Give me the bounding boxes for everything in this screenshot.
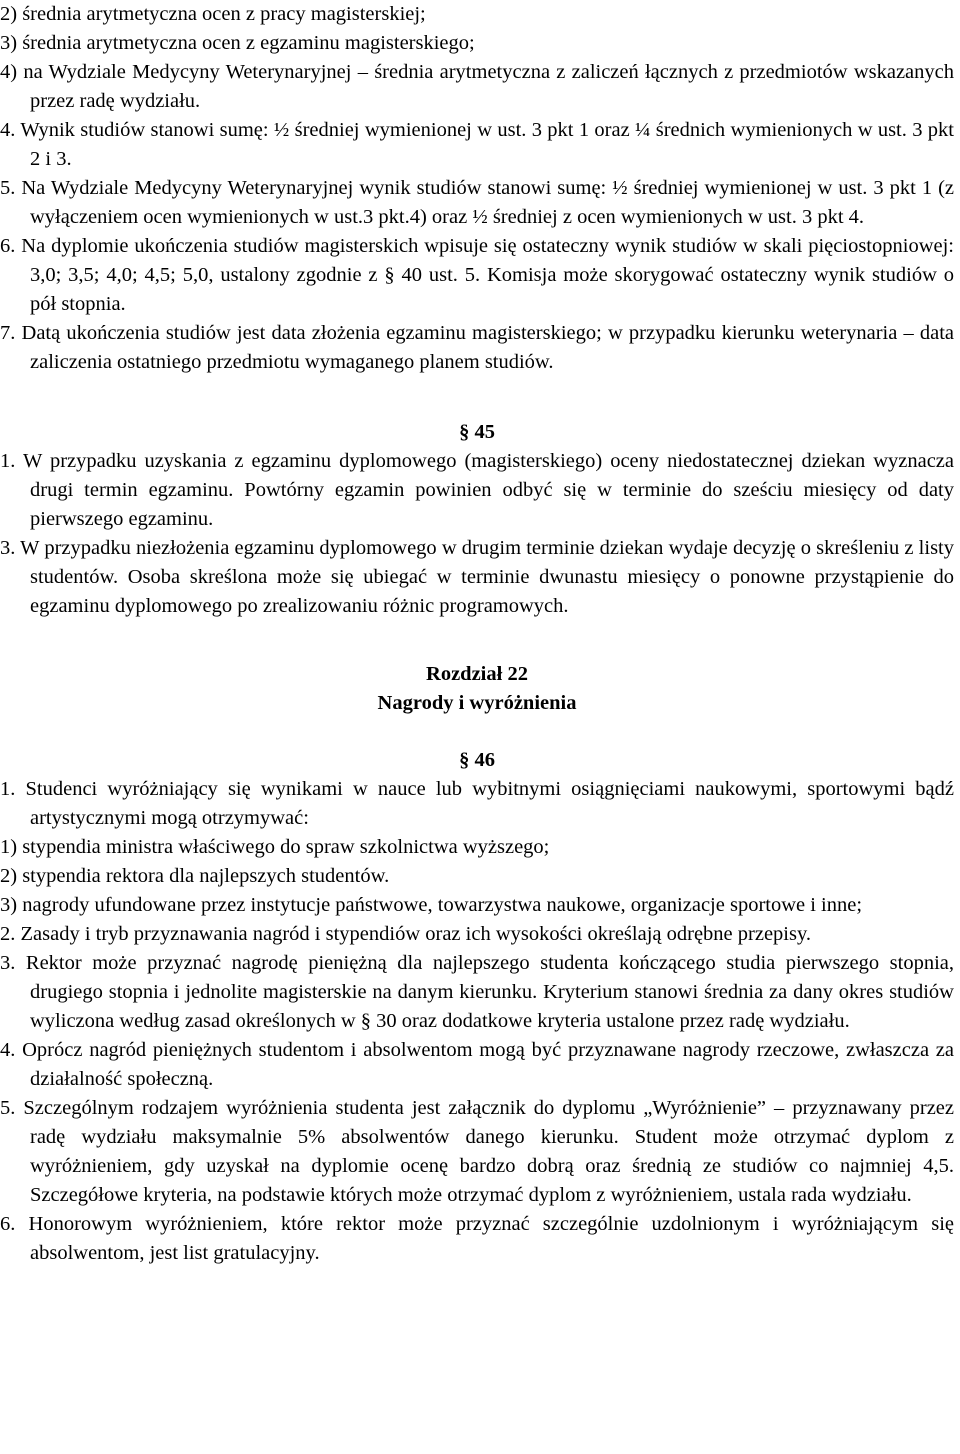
s45-para-3: 3. W przypadku niezłożenia egzaminu dyplomowego w drugim terminie dziekan wydaje decyzję o skreśleniu z listy studentów. Osoba skreślona może się ubiegać w terminie dwunastu miesięcy o ponowne przystąpienie do egzaminu dyplomowego po zrealizowaniu różnic programowych. [0, 537, 954, 617]
s46-para-1: 1. Studenci wyróżniający się wynikami w nauce lub wybitnymi osiągnięciami naukowymi, sportowymi bądź artystycznymi mogą otrzymywać: [0, 778, 954, 829]
s46-para-1-sub-3: 3) nagrody ufundowane przez instytucje państwowe, towarzystwa naukowe, organizacje sportowe i inne; [0, 894, 863, 916]
s46-para-1-sub-2: 2) stypendia rektora dla najlepszych studentów. [0, 865, 390, 887]
s44-para-7: 7. Datą ukończenia studiów jest data złożenia egzaminu magisterskiego; w przypadku kierunku weterynaria – data zaliczenia ostatniego przedmiotu wymaganego planem studiów. [0, 322, 954, 373]
s44-para-6: 6. Na dyplomie ukończenia studiów magisterskich wpisuje się ostateczny wynik studiów w skali pięciostopniowej: 3,0; 3,5; 4,0; 4,5; 5,0, ustalony zgodnie z § 40 ust. 5. Komisja może skorygować ostateczny wynik studiów o pół stopnia. [0, 235, 954, 315]
s44-sub3: 3) średnia arytmetyczna ocen z egzaminu magisterskiego; [0, 32, 475, 54]
s44-sub4: 4) na Wydziale Medycyny Weterynaryjnej – średnia arytmetyczna z zaliczeń łącznych z przedmiotów wskazanych przez radę wydziału. [0, 61, 954, 112]
s46-para-2: 2. Zasady i tryb przyznawania nagród i stypendiów oraz ich wysokości określają odrębne przepisy. [0, 923, 812, 945]
chapter-title: Rozdział 22 [426, 663, 528, 685]
s46-para-3: 3. Rektor może przyznać nagrodę pieniężną dla najlepszego studenta kończącego studia pierwszego stopnia, drugiego stopnia i jednolite magisterskie na danym kierunku. Kryterium stanowi średnia za dany okres studiów wyliczona według zasad określonych w § 30 oraz dodatkowe kryteria ustalone przez radę wydziału. [0, 952, 954, 1032]
s44-sub2: 2) średnia arytmetyczna ocen z pracy magisterskiej; [0, 3, 426, 25]
chapter-subtitle: Nagrody i wyróżnienia [377, 692, 577, 714]
section-45-heading: § 45 [459, 421, 495, 443]
s46-para-4: 4. Oprócz nagród pieniężnych studentom i absolwentom mogą być przyznawane nagrody rzeczowe, zwłaszcza za działalność społeczną. [0, 1039, 954, 1090]
s46-para-6: 6. Honorowym wyróżnieniem, które rektor może przyznać szczególnie uzdolnionym i wyróżniającym się absolwentom, jest list gratulacyjny. [0, 1213, 954, 1264]
s46-para-5: 5. Szczególnym rodzajem wyróżnienia studenta jest załącznik do dyplomu „Wyróżnienie” – przyznawany przez radę wydziału maksymalnie 5% absolwentów danego kierunku. Student może otrzymać dyplom z wyróżnieniem, gdy uzyskał na dyplomie ocenę bardzo dobrą oraz średnią ze studiów co najmniej 4,5. Szczegółowe kryteria, na podstawie których może otrzymać dyplom z wyróżnieniem, ustala rada wydziału. [0, 1097, 954, 1206]
s44-para-5: 5. Na Wydziale Medycyny Weterynaryjnej wynik studiów stanowi sumę: ½ średniej wymienionej w ust. 3 pkt 1 (z wyłączeniem ocen wymienionych w ust.3 pkt.4) oraz ½ średniej z ocen wymienionych w ust. 3 pkt 4. [0, 177, 954, 228]
s45-para-1: 1. W przypadku uzyskania z egzaminu dyplomowego (magisterskiego) oceny niedostatecznej dziekan wyznacza drugi termin egzaminu. Powtórny egzamin powinien odbyć się w terminie do sześciu miesięcy od daty pierwszego egzaminu. [0, 450, 954, 530]
s44-para-4: 4. Wynik studiów stanowi sumę: ½ średniej wymienionej w ust. 3 pkt 1 oraz ¼ średnich wymienionych w ust. 3 pkt 2 i 3. [0, 119, 954, 170]
section-46-heading: § 46 [459, 749, 495, 771]
s46-para-1-sub-1: 1) stypendia ministra właściwego do spraw szkolnictwa wyższego; [0, 836, 550, 858]
